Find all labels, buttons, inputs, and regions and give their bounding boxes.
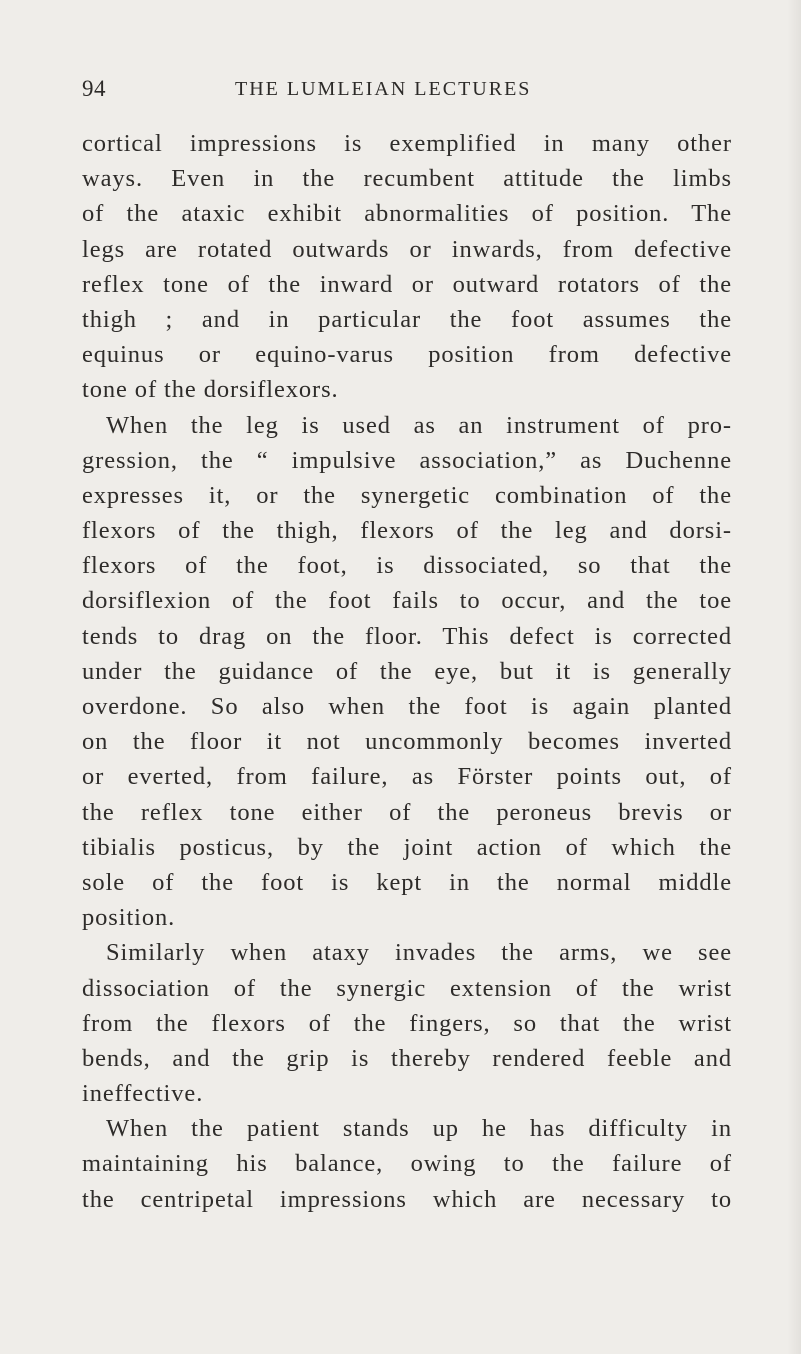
page-number: 94 [82,76,106,101]
text-line: legs are rotated outwards or inwards, from defective [82,235,732,263]
text-line: sole of the foot is kept in the normal middle [82,868,732,896]
text-line: the reflex tone either of the peroneus brevis or [82,798,732,826]
page-header [0,76,801,112]
text-line: reflex tone of the inward or outward rotators of the [82,270,732,298]
text-line: of the ataxic exhibit abnormalities of position. The [82,200,732,228]
text-line: cortical impressions is exemplified in many other [82,130,732,157]
text-line: under the guidance of the eye, but it is generally [82,657,732,685]
text-line: ineffective. [82,1080,204,1108]
text-line: When the leg is used as an instrument of pro- [106,411,732,439]
text-line: Similarly when ataxy invades the arms, we see [106,939,732,967]
text-line: thigh ; and in particular the foot assumes the [82,305,732,333]
text-line: from the flexors of the fingers, so that the wrist [82,1009,732,1037]
paragraph [82,935,732,1111]
paragraph [82,408,732,936]
text-line: When the patient stands up he has difficulty in [106,1115,732,1143]
text-line: tends to drag on the floor. This defect is corrected [82,622,732,650]
paragraph [82,126,732,408]
body-text [82,126,732,1217]
text-line: on the floor it not uncommonly becomes inverted [82,728,732,756]
text-line: flexors of the thigh, flexors of the leg and dorsi- [82,517,732,545]
text-line: dissociation of the synergic extension of the wrist [82,974,732,1002]
text-line: bends, and the grip is thereby rendered feeble and [82,1044,732,1072]
text-line: equinus or equino-varus position from defective [82,341,732,369]
running-title: THE LUMLEIAN LECTURES [235,78,532,100]
text-line: ways. Even in the recumbent attitude the limbs [82,165,732,193]
paragraph [82,1111,732,1217]
text-line: expresses it, or the synergetic combination of the [82,481,732,509]
text-line: gression, the “ impulsive association,” as Duchenne [82,446,732,474]
text-line: maintaining his balance, owing to the failure of [82,1150,732,1178]
text-line: tibialis posticus, by the joint action of which the [82,833,732,861]
text-line: or everted, from failure, as Förster points out, of [82,763,732,791]
text-line: position. [82,904,176,932]
page-edge-shadow [787,0,801,1354]
text-line: the centripetal impressions which are necessary to [82,1185,732,1213]
text-line: dorsiflexion of the foot fails to occur, and the toe [82,587,732,615]
text-line: overdone. So also when the foot is again planted [82,693,732,720]
text-line: flexors of the foot, is dissociated, so that the [82,552,732,580]
text-line: tone of the dorsiflexors. [82,376,339,404]
